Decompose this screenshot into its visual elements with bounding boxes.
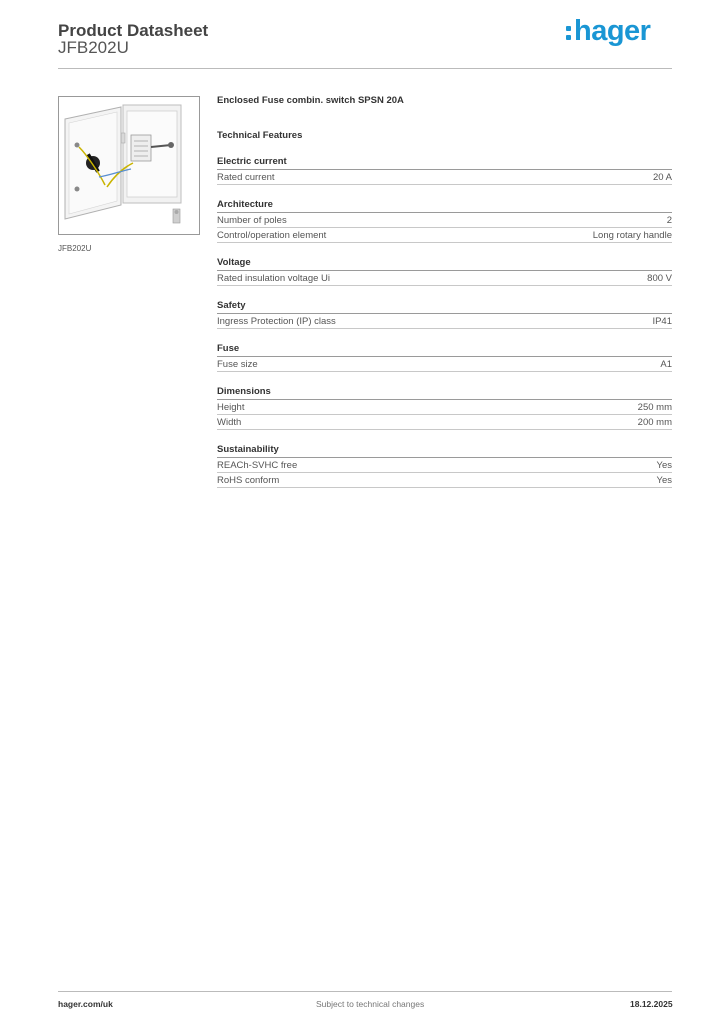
technical-features [217,95,672,488]
section-title: Voltage [217,257,672,271]
spec-value: A1 [660,359,672,370]
spec-row [217,170,672,185]
spec-value: Yes [656,475,672,486]
spec-row [217,415,672,430]
spec-label: Height [217,402,245,413]
feature-section [217,444,672,488]
spec-row [217,400,672,415]
spec-value: 250 mm [637,402,672,413]
feature-section [217,156,672,185]
section-title: Safety [217,300,672,314]
spec-label: Control/operation element [217,230,327,241]
header-divider [58,68,672,69]
feature-section [217,386,672,430]
spec-value: 20 A [652,172,672,183]
enclosure-illustration [59,97,199,234]
spec-label: RoHS conform [217,475,280,486]
spec-value: 2 [666,215,672,226]
section-title: Sustainability [217,444,672,458]
feature-section [217,343,672,372]
logo-dots-icon [566,20,572,42]
section-title: Dimensions [217,386,672,400]
section-title: Fuse [217,343,672,357]
spec-label: Ingress Protection (IP) class [217,316,336,327]
feature-sections [217,156,672,488]
feature-section [217,257,672,286]
spec-row [217,228,672,243]
spec-label: Rated current [217,172,275,183]
spec-value: 800 V [647,273,672,284]
feature-section [217,199,672,243]
product-image [58,96,200,235]
section-title: Architecture [217,199,672,213]
spec-label: Fuse size [217,359,258,370]
spec-label: Width [217,417,242,428]
feature-section [217,300,672,329]
spec-row [217,314,672,329]
hager-logo[interactable] [566,15,650,48]
spec-value: Long rotary handle [592,230,672,241]
spec-value: Yes [656,460,672,471]
spec-label: Number of poles [217,215,287,226]
footer-notice: Subject to technical changes [316,999,425,1009]
features-heading: Technical Features [217,130,303,141]
logo-text: hager [574,15,651,47]
product-code: JFB202U [58,38,129,57]
page-title: Product Datasheet [58,21,209,40]
spec-label: REACh-SVHC free [217,460,298,471]
spec-row [217,357,672,372]
spec-value: IP41 [652,316,672,327]
section-title: Electric current [217,156,672,170]
footer-website-link[interactable]: hager.com/uk [58,999,113,1009]
spec-value: 200 mm [637,417,672,428]
image-caption: JFB202U [58,244,92,253]
spec-row [217,473,672,488]
spec-label: Rated insulation voltage Ui [217,273,331,284]
footer-divider [58,991,672,992]
product-name: Enclosed Fuse combin. switch SPSN 20A [217,95,404,106]
spec-row [217,458,672,473]
spec-row [217,271,672,286]
footer-date: 18.12.2025 [630,999,673,1009]
spec-row [217,213,672,228]
